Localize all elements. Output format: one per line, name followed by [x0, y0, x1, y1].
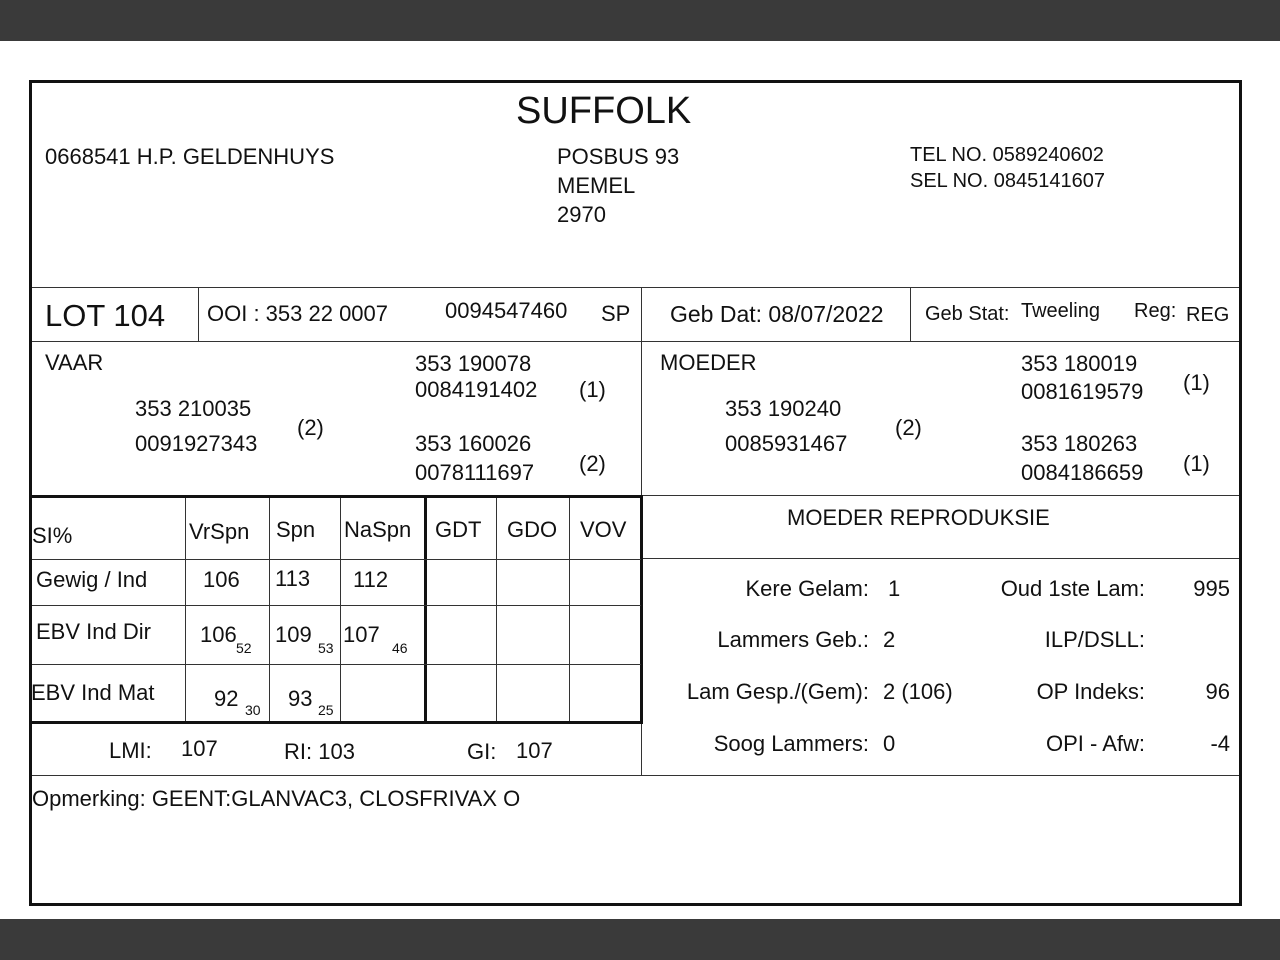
lammers-geb-value: 2	[883, 627, 896, 652]
maternal-granddam-id-2: 0084186659	[1021, 460, 1144, 485]
reproduction-title: MOEDER REPRODUKSIE	[787, 505, 1050, 530]
ebv-col-line	[496, 498, 497, 721]
maternal-granddam-id-1: 353 180263	[1021, 431, 1138, 456]
reg-value: REG	[1186, 304, 1230, 326]
lot-number: LOT 104	[45, 298, 166, 333]
ebv-row-line	[32, 559, 641, 560]
sire-count: (2)	[297, 415, 324, 440]
kere-gelam-label: Kere Gelam:	[745, 576, 869, 601]
oud-1ste-lam-label: Oud 1ste Lam:	[1000, 576, 1145, 601]
ebv-row-line	[32, 605, 641, 606]
divider-line	[910, 287, 911, 341]
owner-id-name: 0668541 H.P. GELDENHUYS	[45, 144, 335, 169]
ebv-col-line	[185, 498, 186, 721]
ebv-header-naspn: NaSpn	[344, 517, 412, 542]
ebv-header-vov: VOV	[580, 517, 627, 542]
ri-value: RI: 103	[284, 739, 355, 764]
oud-1ste-lam-value: 995	[1193, 576, 1230, 601]
paternal-granddam-count: (2)	[579, 451, 606, 476]
ebv-row-line	[32, 664, 641, 665]
owner-tel: TEL NO. 0589240602	[910, 144, 1104, 166]
ebv-cell-value: 93	[288, 686, 313, 711]
dam-count: (2)	[895, 415, 922, 440]
sale-lot-card	[29, 80, 1242, 906]
ebv-cell-accuracy: 30	[245, 702, 261, 718]
divider-line	[642, 558, 1239, 559]
ebv-col-line	[340, 498, 341, 721]
soog-lammers-value: 0	[883, 731, 896, 756]
ebv-header-gdt: GDT	[435, 517, 482, 542]
owner-sel: SEL NO. 0845141607	[910, 170, 1105, 192]
ebv-cell-accuracy: 52	[236, 640, 252, 656]
remark-text: Opmerking: GEENT:GLANVAC3, CLOSFRIVAX O	[32, 786, 521, 811]
gi-label: GI:	[467, 739, 497, 764]
maternal-grandsire-count: (1)	[1183, 370, 1210, 395]
lmi-label: LMI:	[109, 738, 152, 763]
birth-status-value: Tweeling	[1021, 300, 1100, 322]
paternal-granddam-id-2: 0078111697	[415, 460, 535, 485]
ebv-cell-value: 107	[343, 622, 380, 647]
ebv-header-gdo: GDO	[507, 517, 558, 542]
divider-line	[32, 341, 1239, 342]
ebv-cell-value: 106	[203, 567, 240, 592]
owner-address-line-2: MEMEL	[557, 173, 636, 198]
paternal-grandsire-count: (1)	[579, 377, 606, 402]
card-border	[29, 80, 1242, 906]
animal-sp: SP	[601, 301, 631, 326]
divider-line	[32, 775, 1239, 776]
ebv-cell-value: 113	[275, 566, 311, 591]
ebv-cell-value: 109	[275, 622, 312, 647]
animal-tag: 0094547460	[445, 298, 568, 323]
divider-line	[32, 287, 1239, 288]
dam-id-2: 0085931467	[725, 431, 848, 456]
ebv-row-label: EBV Ind Mat	[31, 680, 155, 705]
paternal-grandsire-id-2: 0084191402	[415, 377, 538, 402]
ebv-cell-value: 106	[200, 622, 237, 647]
dam-label: MOEDER	[660, 350, 757, 375]
opi-afw-label: OPI - Afw:	[1045, 731, 1145, 756]
paternal-grandsire-id-1: 353 190078	[415, 351, 532, 376]
bottom-bar	[0, 919, 1280, 960]
op-indeks-value: 96	[1205, 679, 1230, 704]
ebv-cell-accuracy: 53	[318, 640, 334, 656]
reg-label: Reg:	[1134, 300, 1177, 322]
ebv-cell-accuracy: 25	[318, 702, 334, 718]
dam-id-1: 353 190240	[725, 396, 842, 421]
ebv-header-spn: Spn	[276, 517, 316, 542]
ebv-cell-accuracy: 46	[392, 640, 408, 656]
maternal-grandsire-id-1: 353 180019	[1021, 351, 1138, 376]
lmi-value: 107	[181, 736, 218, 761]
ebv-table-divider	[424, 495, 427, 724]
ooi-number: OOI : 353 22 0007	[207, 301, 389, 326]
owner-address-line-3: 2970	[557, 202, 606, 227]
paternal-granddam-id-1: 353 160026	[415, 431, 532, 456]
soog-lammers-label: Soog Lammers:	[713, 731, 869, 756]
sire-label: VAAR	[45, 350, 104, 375]
lammers-geb-label: Lammers Geb.:	[717, 627, 869, 652]
sire-id-1: 353 210035	[135, 396, 252, 421]
lam-gesp-value: 2 (106)	[883, 679, 953, 704]
birth-date: Geb Dat: 08/07/2022	[670, 301, 884, 327]
ebv-cell-value: 92	[214, 686, 239, 711]
opi-afw-value: -4	[1210, 731, 1230, 756]
ebv-row-label: EBV Ind Dir	[36, 619, 151, 644]
ebv-col-line	[269, 498, 270, 721]
birth-status-label: Geb Stat:	[925, 303, 1010, 325]
divider-line	[198, 287, 199, 341]
ilp-dsll-label: ILP/DSLL:	[1044, 627, 1145, 652]
ebv-row-label: Gewig / Ind	[36, 567, 148, 592]
maternal-granddam-count: (1)	[1183, 451, 1210, 476]
ebv-header-si: SI%	[32, 523, 73, 548]
op-indeks-label: OP Indeks:	[1036, 679, 1145, 704]
ebv-header-vrspn: VrSpn	[189, 519, 250, 544]
top-bar	[0, 0, 1280, 41]
kere-gelam-value: 1	[888, 576, 901, 601]
gi-value: 107	[516, 738, 553, 763]
ebv-col-line	[569, 498, 570, 721]
lam-gesp-label: Lam Gesp./(Gem):	[686, 679, 869, 704]
ebv-cell-value: 112	[353, 567, 389, 592]
breed-title: SUFFOLK	[516, 90, 692, 132]
sire-id-2: 0091927343	[135, 431, 258, 456]
maternal-grandsire-id-2: 0081619579	[1021, 379, 1144, 404]
owner-address-line-1: POSBUS 93	[557, 144, 680, 169]
